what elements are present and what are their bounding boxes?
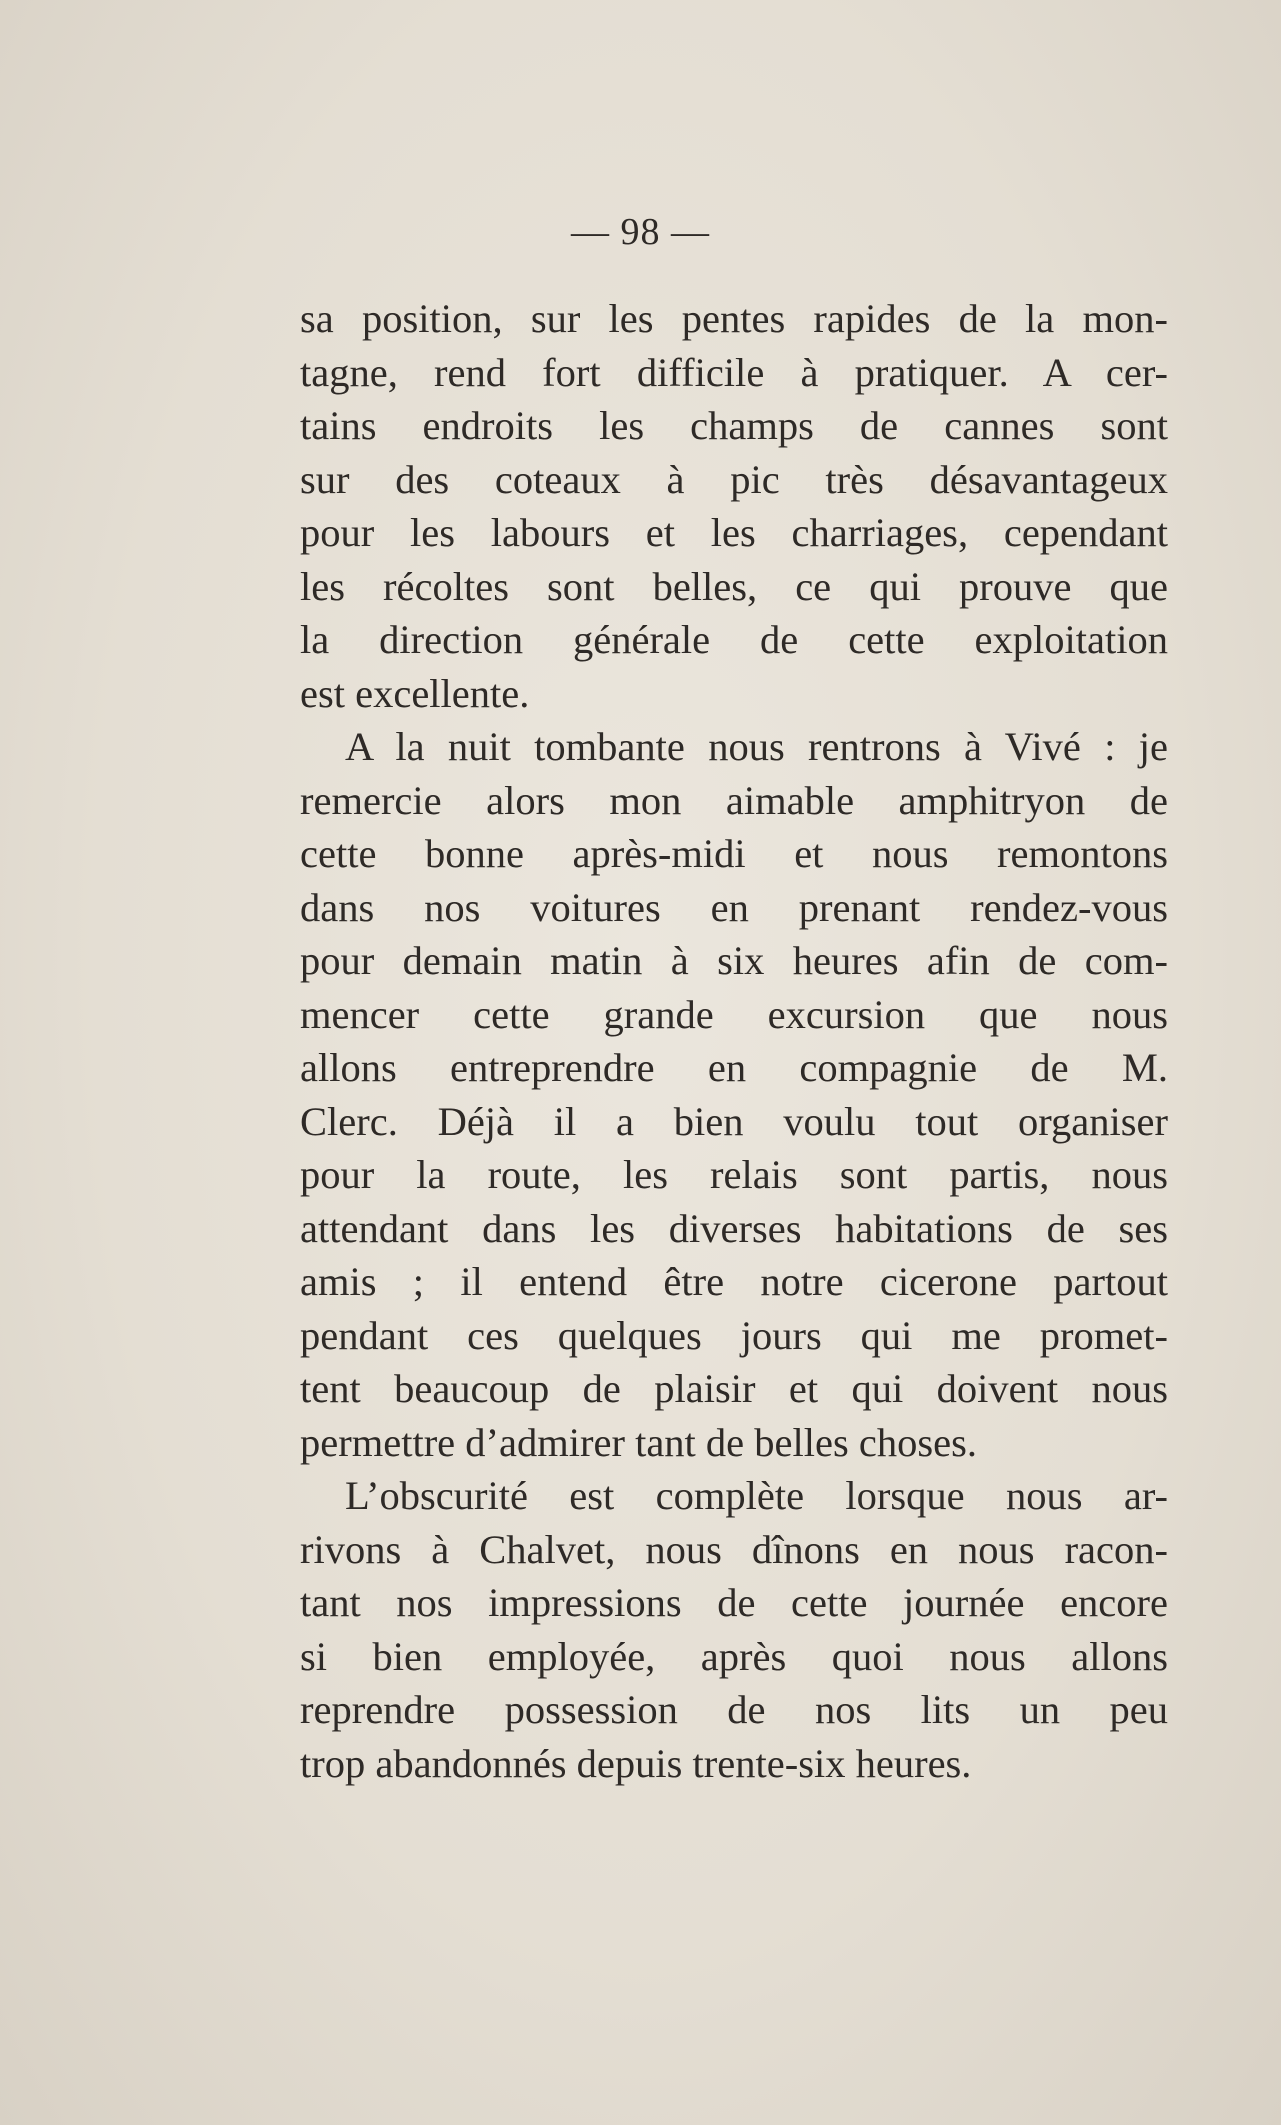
text-line: pour demain matin à six heures afin de com- [300,938,1168,983]
page-number: — 98 — [571,211,710,253]
text-line: pendant ces quelques jours qui me promet- [300,1312,1168,1358]
text-line: si bien employée, après quoi nous allons [300,1633,1168,1679]
text-line: tains endroits les champs de cannes sont [300,403,1168,448]
text-line: tant nos impressions de cette journée encore [300,1580,1168,1625]
text-line: attendant dans les diverses habitations de ses [300,1205,1168,1251]
text-line: sur des coteaux à pic très désavantageux [300,456,1168,502]
text-line: la direction générale de cette exploitation [300,617,1168,662]
text-line: L’obscurité est complète lorsque nous ar- [345,1473,1168,1518]
text-line: permettre d’admirer tant de belles choses. [300,1419,977,1465]
text-line: A la nuit tombante nous rentrons à Vivé : je [345,724,1168,769]
text-line: mencer cette grande excursion que nous [300,991,1168,1037]
text-line: pour les labours et les charriages, cependant [300,510,1168,555]
text-line: remercie alors mon aimable amphitryon de [300,777,1168,823]
text-line: allons entreprendre en compagnie de M. [300,1045,1168,1090]
text-line: sa position, sur les pentes rapides de la mon- [300,296,1168,341]
text-line: tagne, rend fort difficile à pratiquer. A cer- [300,349,1168,395]
text-line: Clerc. Déjà il a bien voulu tout organiser [300,1098,1168,1144]
text-line: les récoltes sont belles, ce qui prouve que [300,563,1168,609]
text-line: trop abandonnés depuis trente-six heures. [300,1740,972,1786]
text-line: est excellente. [300,670,530,716]
body-text [300,292,1168,1790]
text-line: rivons à Chalvet, nous dînons en nous racon- [300,1526,1168,1572]
text-line: tent beaucoup de plaisir et qui doivent nous [300,1366,1168,1411]
text-line: amis ; il entend être notre cicerone partout [300,1259,1168,1304]
text-line: reprendre possession de nos lits un peu [300,1687,1168,1732]
text-line: dans nos voitures en prenant rendez-vous [300,884,1168,930]
text-line: pour la route, les relais sont partis, nous [300,1152,1168,1197]
text-line: cette bonne après-midi et nous remontons [300,831,1168,876]
